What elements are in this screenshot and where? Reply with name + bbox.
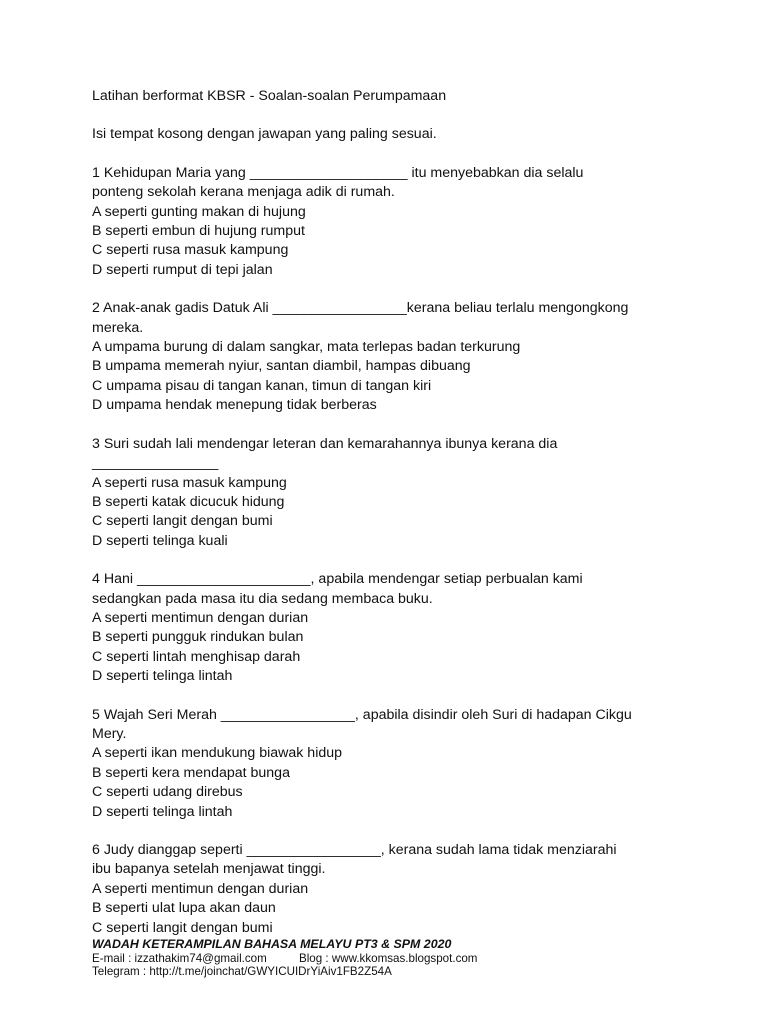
question-6-option-b: B seperti ulat lupa akan daun	[92, 900, 276, 917]
question-5-option-d: D seperti telinga lintah	[92, 803, 233, 820]
question-5-option-c: C seperti udang direbus	[92, 784, 243, 801]
question-2	[92, 299, 692, 415]
question-3-option-b: B seperti katak dicucuk hidung	[92, 493, 285, 510]
question-2-stem-line-1: 2 Anak-anak gadis Datuk Ali _________________kerana beliau terlalu mengongkong	[92, 300, 629, 317]
question-5-option-b: B seperti kera mendapat bunga	[92, 764, 290, 781]
question-1-option-b: B seperti embun di hujung rumput	[92, 223, 305, 240]
document-title: Latihan berformat KBSR - Soalan-soalan Perumpamaan	[92, 88, 447, 104]
question-6-stem-line-1: 6 Judy dianggap seperti _________________, kerana sudah lama tidak menziarahi	[92, 842, 617, 858]
question-4-stem-line-2: sedangkan pada masa itu dia sedang membaca buku.	[92, 590, 433, 607]
question-3-stem-line-1: 3 Suri sudah lali mendengar leteran dan kemarahannya ibunya kerana dia	[92, 435, 558, 452]
question-2-stem-line-2: mereka.	[92, 319, 144, 336]
question-2-option-c: C umpama pisau di tangan kanan, timun di tangan kiri	[92, 377, 432, 394]
question-4-option-a: A seperti mentimun dengan durian	[92, 609, 309, 626]
question-6	[92, 841, 692, 938]
document-body	[92, 87, 692, 938]
instruction-text: Isi tempat kosong dengan jawapan yang paling sesuai.	[92, 126, 437, 143]
question-5-option-a: A seperti ikan mendukung biawak hidup	[92, 745, 343, 762]
question-3-option-c: C seperti langit dengan bumi	[92, 513, 273, 530]
question-4-option-d: D seperti telinga lintah	[92, 668, 233, 685]
footer-telegram: Telegram : http://t.me/joinchat/GWYICUIDrYiAiv1FB2Z54A	[92, 965, 392, 978]
question-3-option-a: A seperti rusa masuk kampung	[92, 474, 287, 491]
question-5	[92, 706, 692, 822]
question-1-option-a: A seperti gunting makan di hujung	[92, 203, 306, 220]
question-4-option-c: C seperti lintah menghisap darah	[92, 648, 301, 665]
page-footer	[92, 937, 712, 978]
question-1	[92, 164, 692, 280]
question-4-stem-line-1: 4 Hani ______________________, apabila mendengar setiap perbualan kami	[92, 571, 583, 588]
question-5-stem-line-2: Mery.	[92, 725, 127, 742]
question-1-option-d: D seperti rumput di tepi jalan	[92, 261, 273, 278]
footer-email-blog: E-mail : izzathakim74@gmail.com Blog : www.kkomsas.blogspot.com	[92, 952, 478, 965]
footer-title: WADAH KETERAMPILAN BAHASA MELAYU PT3 & SPM 2020	[92, 937, 452, 951]
question-5-stem-line-1: 5 Wajah Seri Merah _________________, apabila disindir oleh Suri di hadapan Cikgu	[92, 706, 632, 723]
question-1-stem-line-1: 1 Kehidupan Maria yang ____________________ itu menyebabkan dia selalu	[92, 164, 584, 181]
question-4-option-b: B seperti pungguk rindukan bulan	[92, 629, 304, 646]
question-3-option-d: D seperti telinga kuali	[92, 532, 228, 549]
question-6-stem-line-2: ibu bapanya setelah menjawat tinggi.	[92, 861, 326, 878]
question-3-stem-line-2: ________________	[92, 455, 219, 472]
question-6-option-c: C seperti langit dengan bumi	[92, 919, 273, 936]
question-4	[92, 570, 692, 686]
question-2-option-b: B umpama memerah nyiur, santan diambil, hampas dibuang	[92, 358, 471, 375]
question-1-option-c: C seperti rusa masuk kampung	[92, 242, 289, 259]
question-6-option-a: A seperti mentimun dengan durian	[92, 880, 309, 897]
question-2-option-d: D umpama hendak menepung tidak berberas	[92, 397, 377, 414]
question-3	[92, 435, 692, 551]
question-1-stem-line-2: ponteng sekolah kerana menjaga adik di rumah.	[92, 184, 395, 201]
question-2-option-a: A umpama burung di dalam sangkar, mata terlepas badan terkurung	[92, 339, 521, 356]
